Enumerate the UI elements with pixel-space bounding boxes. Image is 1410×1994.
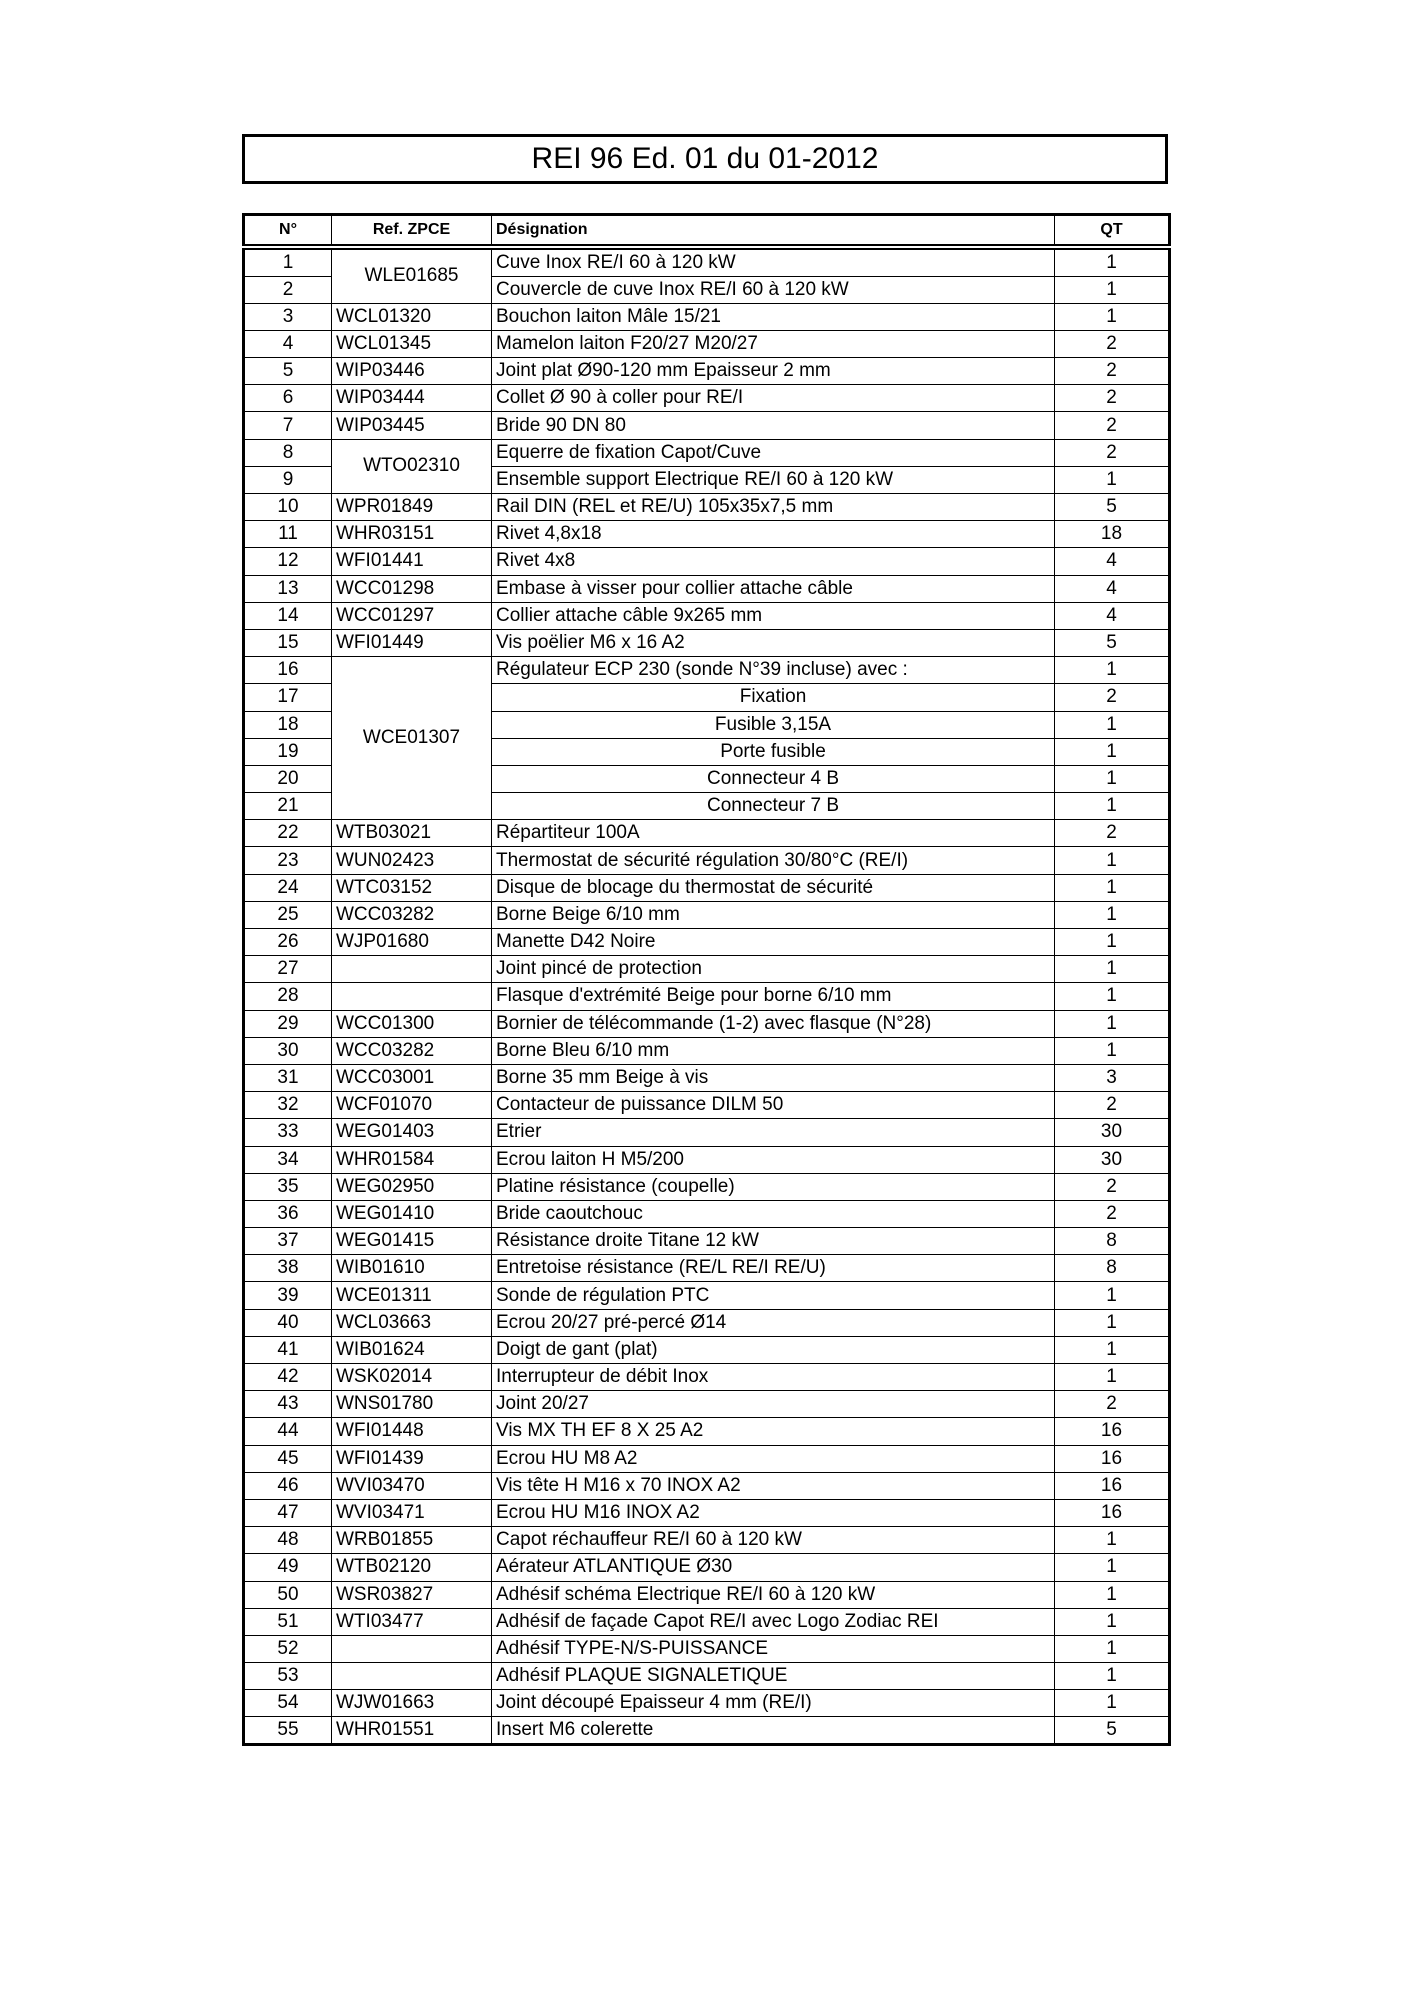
row-designation: Insert M6 colerette bbox=[492, 1717, 1055, 1745]
row-reference: WCE01307 bbox=[332, 657, 492, 820]
row-reference: WCE01311 bbox=[332, 1282, 492, 1309]
row-quantity: 2 bbox=[1055, 412, 1170, 439]
row-reference: WNS01780 bbox=[332, 1391, 492, 1418]
row-number: 32 bbox=[244, 1092, 332, 1119]
row-quantity: 1 bbox=[1055, 1581, 1170, 1608]
row-designation: Régulateur ECP 230 (sonde N°39 incluse) avec : bbox=[492, 657, 1055, 684]
table-row bbox=[244, 1364, 1170, 1391]
row-designation: Bouchon laiton Mâle 15/21 bbox=[492, 303, 1055, 330]
row-number: 6 bbox=[244, 385, 332, 412]
row-reference: WCC01300 bbox=[332, 1010, 492, 1037]
row-number: 17 bbox=[244, 684, 332, 711]
row-designation: Contacteur de puissance DILM 50 bbox=[492, 1092, 1055, 1119]
row-reference: WSR03827 bbox=[332, 1581, 492, 1608]
row-quantity: 1 bbox=[1055, 901, 1170, 928]
row-reference: WCC01298 bbox=[332, 575, 492, 602]
row-quantity: 1 bbox=[1055, 956, 1170, 983]
row-number: 33 bbox=[244, 1119, 332, 1146]
row-number: 24 bbox=[244, 874, 332, 901]
row-quantity: 5 bbox=[1055, 1717, 1170, 1745]
table-row bbox=[244, 901, 1170, 928]
row-number: 10 bbox=[244, 494, 332, 521]
table-row bbox=[244, 575, 1170, 602]
row-reference: WEG02950 bbox=[332, 1173, 492, 1200]
row-quantity: 1 bbox=[1055, 1037, 1170, 1064]
row-quantity: 2 bbox=[1055, 330, 1170, 357]
row-reference: WIB01610 bbox=[332, 1255, 492, 1282]
row-reference: WHR01551 bbox=[332, 1717, 492, 1745]
row-designation: Interrupteur de débit Inox bbox=[492, 1364, 1055, 1391]
table-row bbox=[244, 956, 1170, 983]
row-quantity: 1 bbox=[1055, 466, 1170, 493]
row-number: 7 bbox=[244, 412, 332, 439]
row-quantity: 1 bbox=[1055, 1554, 1170, 1581]
header-row bbox=[244, 215, 1170, 247]
table-row bbox=[244, 874, 1170, 901]
row-number: 12 bbox=[244, 548, 332, 575]
table-row bbox=[244, 1527, 1170, 1554]
table-row bbox=[244, 412, 1170, 439]
row-designation: Disque de blocage du thermostat de sécurité bbox=[492, 874, 1055, 901]
row-number: 55 bbox=[244, 1717, 332, 1745]
row-quantity: 1 bbox=[1055, 657, 1170, 684]
row-reference: WCC03282 bbox=[332, 1037, 492, 1064]
row-reference: WCL01320 bbox=[332, 303, 492, 330]
row-quantity: 2 bbox=[1055, 1092, 1170, 1119]
row-number: 31 bbox=[244, 1064, 332, 1091]
row-quantity: 2 bbox=[1055, 439, 1170, 466]
row-designation: Joint découpé Epaisseur 4 mm (RE/I) bbox=[492, 1690, 1055, 1717]
row-reference: WUN02423 bbox=[332, 847, 492, 874]
row-designation: Ecrou HU M8 A2 bbox=[492, 1445, 1055, 1472]
row-number: 3 bbox=[244, 303, 332, 330]
parts-table-header bbox=[244, 215, 1170, 247]
row-number: 41 bbox=[244, 1336, 332, 1363]
row-designation: Adhésif TYPE-N/S-PUISSANCE bbox=[492, 1635, 1055, 1662]
row-number: 30 bbox=[244, 1037, 332, 1064]
row-quantity: 8 bbox=[1055, 1228, 1170, 1255]
table-row bbox=[244, 1037, 1170, 1064]
table-row bbox=[244, 1635, 1170, 1662]
row-quantity: 1 bbox=[1055, 1336, 1170, 1363]
row-number: 44 bbox=[244, 1418, 332, 1445]
row-designation: Entretoise résistance (RE/L RE/I RE/U) bbox=[492, 1255, 1055, 1282]
table-row bbox=[244, 247, 1170, 277]
row-number: 15 bbox=[244, 629, 332, 656]
row-reference bbox=[332, 956, 492, 983]
row-designation: Adhésif schéma Electrique RE/I 60 à 120 kW bbox=[492, 1581, 1055, 1608]
row-number: 40 bbox=[244, 1309, 332, 1336]
row-quantity: 16 bbox=[1055, 1472, 1170, 1499]
row-reference: WJW01663 bbox=[332, 1690, 492, 1717]
table-row bbox=[244, 929, 1170, 956]
row-reference: WEG01415 bbox=[332, 1228, 492, 1255]
row-reference: WEG01403 bbox=[332, 1119, 492, 1146]
row-designation: Flasque d'extrémité Beige pour borne 6/10 mm bbox=[492, 983, 1055, 1010]
row-quantity: 16 bbox=[1055, 1445, 1170, 1472]
row-quantity: 1 bbox=[1055, 847, 1170, 874]
row-number: 14 bbox=[244, 602, 332, 629]
row-designation: Connecteur 4 B bbox=[492, 765, 1055, 792]
row-designation: Platine résistance (coupelle) bbox=[492, 1173, 1055, 1200]
table-row bbox=[244, 1581, 1170, 1608]
table-row bbox=[244, 1119, 1170, 1146]
row-designation: Sonde de régulation PTC bbox=[492, 1282, 1055, 1309]
row-reference: WFI01449 bbox=[332, 629, 492, 656]
row-designation: Rivet 4x8 bbox=[492, 548, 1055, 575]
row-designation: Borne Bleu 6/10 mm bbox=[492, 1037, 1055, 1064]
row-quantity: 1 bbox=[1055, 1663, 1170, 1690]
row-designation: Ecrou HU M16 INOX A2 bbox=[492, 1499, 1055, 1526]
row-designation: Collet Ø 90 à coller pour RE/I bbox=[492, 385, 1055, 412]
row-designation: Vis poëlier M6 x 16 A2 bbox=[492, 629, 1055, 656]
row-number: 29 bbox=[244, 1010, 332, 1037]
row-number: 9 bbox=[244, 466, 332, 493]
row-designation: Embase à visser pour collier attache câble bbox=[492, 575, 1055, 602]
row-quantity: 5 bbox=[1055, 494, 1170, 521]
row-quantity: 2 bbox=[1055, 1173, 1170, 1200]
row-quantity: 16 bbox=[1055, 1418, 1170, 1445]
row-quantity: 2 bbox=[1055, 820, 1170, 847]
row-number: 19 bbox=[244, 738, 332, 765]
row-number: 21 bbox=[244, 793, 332, 820]
row-reference: WPR01849 bbox=[332, 494, 492, 521]
table-row bbox=[244, 1146, 1170, 1173]
row-designation: Connecteur 7 B bbox=[492, 793, 1055, 820]
row-reference: WEG01410 bbox=[332, 1200, 492, 1227]
row-quantity: 1 bbox=[1055, 1282, 1170, 1309]
row-reference: WTC03152 bbox=[332, 874, 492, 901]
row-number: 45 bbox=[244, 1445, 332, 1472]
row-number: 18 bbox=[244, 711, 332, 738]
row-quantity: 1 bbox=[1055, 793, 1170, 820]
row-designation: Bride caoutchouc bbox=[492, 1200, 1055, 1227]
row-reference: WCF01070 bbox=[332, 1092, 492, 1119]
row-designation: Bornier de télécommande (1-2) avec flasque (N°28) bbox=[492, 1010, 1055, 1037]
row-reference: WTB03021 bbox=[332, 820, 492, 847]
row-number: 53 bbox=[244, 1663, 332, 1690]
row-reference: WIP03445 bbox=[332, 412, 492, 439]
row-number: 13 bbox=[244, 575, 332, 602]
table-row bbox=[244, 1608, 1170, 1635]
table-row bbox=[244, 1336, 1170, 1363]
table-row bbox=[244, 1010, 1170, 1037]
row-designation: Répartiteur 100A bbox=[492, 820, 1055, 847]
row-designation: Fixation bbox=[492, 684, 1055, 711]
parts-table bbox=[242, 213, 1171, 1746]
row-number: 35 bbox=[244, 1173, 332, 1200]
table-row bbox=[244, 1255, 1170, 1282]
table-row bbox=[244, 1173, 1170, 1200]
row-reference: WTB02120 bbox=[332, 1554, 492, 1581]
row-reference: WCL01345 bbox=[332, 330, 492, 357]
table-row bbox=[244, 1200, 1170, 1227]
row-reference: WIB01624 bbox=[332, 1336, 492, 1363]
row-number: 43 bbox=[244, 1391, 332, 1418]
row-reference: WJP01680 bbox=[332, 929, 492, 956]
row-designation: Collier attache câble 9x265 mm bbox=[492, 602, 1055, 629]
row-designation: Thermostat de sécurité régulation 30/80°C (RE/I) bbox=[492, 847, 1055, 874]
row-designation: Résistance droite Titane 12 kW bbox=[492, 1228, 1055, 1255]
row-reference: WVI03470 bbox=[332, 1472, 492, 1499]
row-designation: Joint plat Ø90-120 mm Epaisseur 2 mm bbox=[492, 358, 1055, 385]
header-qt: QT bbox=[1055, 215, 1170, 247]
row-quantity: 1 bbox=[1055, 738, 1170, 765]
row-number: 28 bbox=[244, 983, 332, 1010]
row-designation: Joint pincé de protection bbox=[492, 956, 1055, 983]
row-reference: WSK02014 bbox=[332, 1364, 492, 1391]
row-number: 50 bbox=[244, 1581, 332, 1608]
row-reference: WFI01441 bbox=[332, 548, 492, 575]
row-quantity: 1 bbox=[1055, 874, 1170, 901]
row-designation: Bride 90 DN 80 bbox=[492, 412, 1055, 439]
row-designation: Adhésif PLAQUE SIGNALETIQUE bbox=[492, 1663, 1055, 1690]
row-number: 5 bbox=[244, 358, 332, 385]
row-number: 46 bbox=[244, 1472, 332, 1499]
row-designation: Etrier bbox=[492, 1119, 1055, 1146]
header-ref: Ref. ZPCE bbox=[332, 215, 492, 247]
row-quantity: 1 bbox=[1055, 1608, 1170, 1635]
row-quantity: 5 bbox=[1055, 629, 1170, 656]
row-reference: WTI03477 bbox=[332, 1608, 492, 1635]
row-designation: Fusible 3,15A bbox=[492, 711, 1055, 738]
row-reference bbox=[332, 1635, 492, 1662]
row-quantity: 4 bbox=[1055, 575, 1170, 602]
row-quantity: 4 bbox=[1055, 548, 1170, 575]
row-number: 27 bbox=[244, 956, 332, 983]
table-row bbox=[244, 1092, 1170, 1119]
table-row bbox=[244, 1690, 1170, 1717]
row-designation: Borne 35 mm Beige à vis bbox=[492, 1064, 1055, 1091]
row-designation: Capot réchauffeur RE/I 60 à 120 kW bbox=[492, 1527, 1055, 1554]
row-quantity: 1 bbox=[1055, 929, 1170, 956]
row-designation: Adhésif de façade Capot RE/I avec Logo Zodiac REI bbox=[492, 1608, 1055, 1635]
row-designation: Rail DIN (REL et RE/U) 105x35x7,5 mm bbox=[492, 494, 1055, 521]
row-quantity: 1 bbox=[1055, 276, 1170, 303]
table-row bbox=[244, 847, 1170, 874]
document-title-text: REI 96 Ed. 01 du 01-2012 bbox=[531, 142, 879, 175]
table-row bbox=[244, 1391, 1170, 1418]
row-designation: Vis MX TH EF 8 X 25 A2 bbox=[492, 1418, 1055, 1445]
row-designation: Borne Beige 6/10 mm bbox=[492, 901, 1055, 928]
row-designation: Vis tête H M16 x 70 INOX A2 bbox=[492, 1472, 1055, 1499]
table-row bbox=[244, 1228, 1170, 1255]
row-reference: WHR01584 bbox=[332, 1146, 492, 1173]
row-reference: WFI01448 bbox=[332, 1418, 492, 1445]
row-quantity: 8 bbox=[1055, 1255, 1170, 1282]
row-reference: WCC01297 bbox=[332, 602, 492, 629]
row-quantity: 16 bbox=[1055, 1499, 1170, 1526]
table-row bbox=[244, 1064, 1170, 1091]
row-number: 48 bbox=[244, 1527, 332, 1554]
table-row bbox=[244, 1499, 1170, 1526]
row-designation: Manette D42 Noire bbox=[492, 929, 1055, 956]
row-reference: WLE01685 bbox=[332, 247, 492, 304]
row-number: 2 bbox=[244, 276, 332, 303]
row-number: 20 bbox=[244, 765, 332, 792]
row-quantity: 2 bbox=[1055, 1200, 1170, 1227]
row-quantity: 2 bbox=[1055, 358, 1170, 385]
parts-table-body bbox=[244, 247, 1170, 1745]
row-number: 11 bbox=[244, 521, 332, 548]
row-designation: Porte fusible bbox=[492, 738, 1055, 765]
row-number: 47 bbox=[244, 1499, 332, 1526]
table-row bbox=[244, 439, 1170, 466]
row-designation: Doigt de gant (plat) bbox=[492, 1336, 1055, 1363]
row-number: 42 bbox=[244, 1364, 332, 1391]
table-row bbox=[244, 1445, 1170, 1472]
row-designation: Cuve Inox RE/I 60 à 120 kW bbox=[492, 247, 1055, 277]
row-quantity: 1 bbox=[1055, 1690, 1170, 1717]
table-row bbox=[244, 1309, 1170, 1336]
row-quantity: 2 bbox=[1055, 684, 1170, 711]
row-designation: Rivet 4,8x18 bbox=[492, 521, 1055, 548]
row-number: 8 bbox=[244, 439, 332, 466]
table-row bbox=[244, 629, 1170, 656]
table-row bbox=[244, 548, 1170, 575]
table-row bbox=[244, 1418, 1170, 1445]
row-reference: WCL03663 bbox=[332, 1309, 492, 1336]
table-row bbox=[244, 602, 1170, 629]
row-reference: WVI03471 bbox=[332, 1499, 492, 1526]
row-number: 34 bbox=[244, 1146, 332, 1173]
row-number: 37 bbox=[244, 1228, 332, 1255]
row-designation: Aérateur ATLANTIQUE Ø30 bbox=[492, 1554, 1055, 1581]
row-reference: WCC03282 bbox=[332, 901, 492, 928]
row-number: 54 bbox=[244, 1690, 332, 1717]
row-number: 51 bbox=[244, 1608, 332, 1635]
table-row bbox=[244, 1472, 1170, 1499]
row-quantity: 1 bbox=[1055, 1010, 1170, 1037]
row-quantity: 2 bbox=[1055, 1391, 1170, 1418]
row-reference: WRB01855 bbox=[332, 1527, 492, 1554]
row-quantity: 30 bbox=[1055, 1119, 1170, 1146]
row-quantity: 1 bbox=[1055, 247, 1170, 277]
row-number: 16 bbox=[244, 657, 332, 684]
row-designation: Joint 20/27 bbox=[492, 1391, 1055, 1418]
row-quantity: 1 bbox=[1055, 1364, 1170, 1391]
table-row bbox=[244, 1282, 1170, 1309]
document-title bbox=[242, 134, 1168, 184]
table-row bbox=[244, 521, 1170, 548]
row-reference: WIP03446 bbox=[332, 358, 492, 385]
table-row bbox=[244, 657, 1170, 684]
row-number: 49 bbox=[244, 1554, 332, 1581]
row-number: 26 bbox=[244, 929, 332, 956]
row-quantity: 3 bbox=[1055, 1064, 1170, 1091]
table-row bbox=[244, 1554, 1170, 1581]
row-number: 1 bbox=[244, 247, 332, 277]
row-designation: Ecrou 20/27 pré-percé Ø14 bbox=[492, 1309, 1055, 1336]
row-reference: WFI01439 bbox=[332, 1445, 492, 1472]
row-quantity: 1 bbox=[1055, 711, 1170, 738]
row-number: 39 bbox=[244, 1282, 332, 1309]
row-designation: Equerre de fixation Capot/Cuve bbox=[492, 439, 1055, 466]
table-row bbox=[244, 983, 1170, 1010]
row-quantity: 1 bbox=[1055, 1527, 1170, 1554]
row-number: 4 bbox=[244, 330, 332, 357]
header-num: N° bbox=[244, 215, 332, 247]
row-designation: Couvercle de cuve Inox RE/I 60 à 120 kW bbox=[492, 276, 1055, 303]
table-row bbox=[244, 303, 1170, 330]
table-row bbox=[244, 385, 1170, 412]
row-quantity: 1 bbox=[1055, 1635, 1170, 1662]
table-row bbox=[244, 494, 1170, 521]
row-quantity: 4 bbox=[1055, 602, 1170, 629]
row-reference bbox=[332, 983, 492, 1010]
row-designation: Ecrou laiton H M5/200 bbox=[492, 1146, 1055, 1173]
row-quantity: 2 bbox=[1055, 385, 1170, 412]
row-quantity: 1 bbox=[1055, 765, 1170, 792]
table-row bbox=[244, 1717, 1170, 1745]
row-quantity: 1 bbox=[1055, 1309, 1170, 1336]
table-row bbox=[244, 330, 1170, 357]
row-number: 38 bbox=[244, 1255, 332, 1282]
row-designation: Mamelon laiton F20/27 M20/27 bbox=[492, 330, 1055, 357]
row-number: 22 bbox=[244, 820, 332, 847]
row-reference bbox=[332, 1663, 492, 1690]
row-number: 23 bbox=[244, 847, 332, 874]
header-designation: Désignation bbox=[492, 215, 1055, 247]
row-reference: WHR03151 bbox=[332, 521, 492, 548]
row-quantity: 1 bbox=[1055, 983, 1170, 1010]
row-reference: WIP03444 bbox=[332, 385, 492, 412]
row-number: 25 bbox=[244, 901, 332, 928]
table-row bbox=[244, 1663, 1170, 1690]
row-quantity: 18 bbox=[1055, 521, 1170, 548]
row-number: 36 bbox=[244, 1200, 332, 1227]
row-reference: WTO02310 bbox=[332, 439, 492, 493]
table-row bbox=[244, 820, 1170, 847]
row-designation: Ensemble support Electrique RE/I 60 à 120 kW bbox=[492, 466, 1055, 493]
table-row bbox=[244, 358, 1170, 385]
row-quantity: 1 bbox=[1055, 303, 1170, 330]
row-quantity: 30 bbox=[1055, 1146, 1170, 1173]
row-reference: WCC03001 bbox=[332, 1064, 492, 1091]
row-number: 52 bbox=[244, 1635, 332, 1662]
